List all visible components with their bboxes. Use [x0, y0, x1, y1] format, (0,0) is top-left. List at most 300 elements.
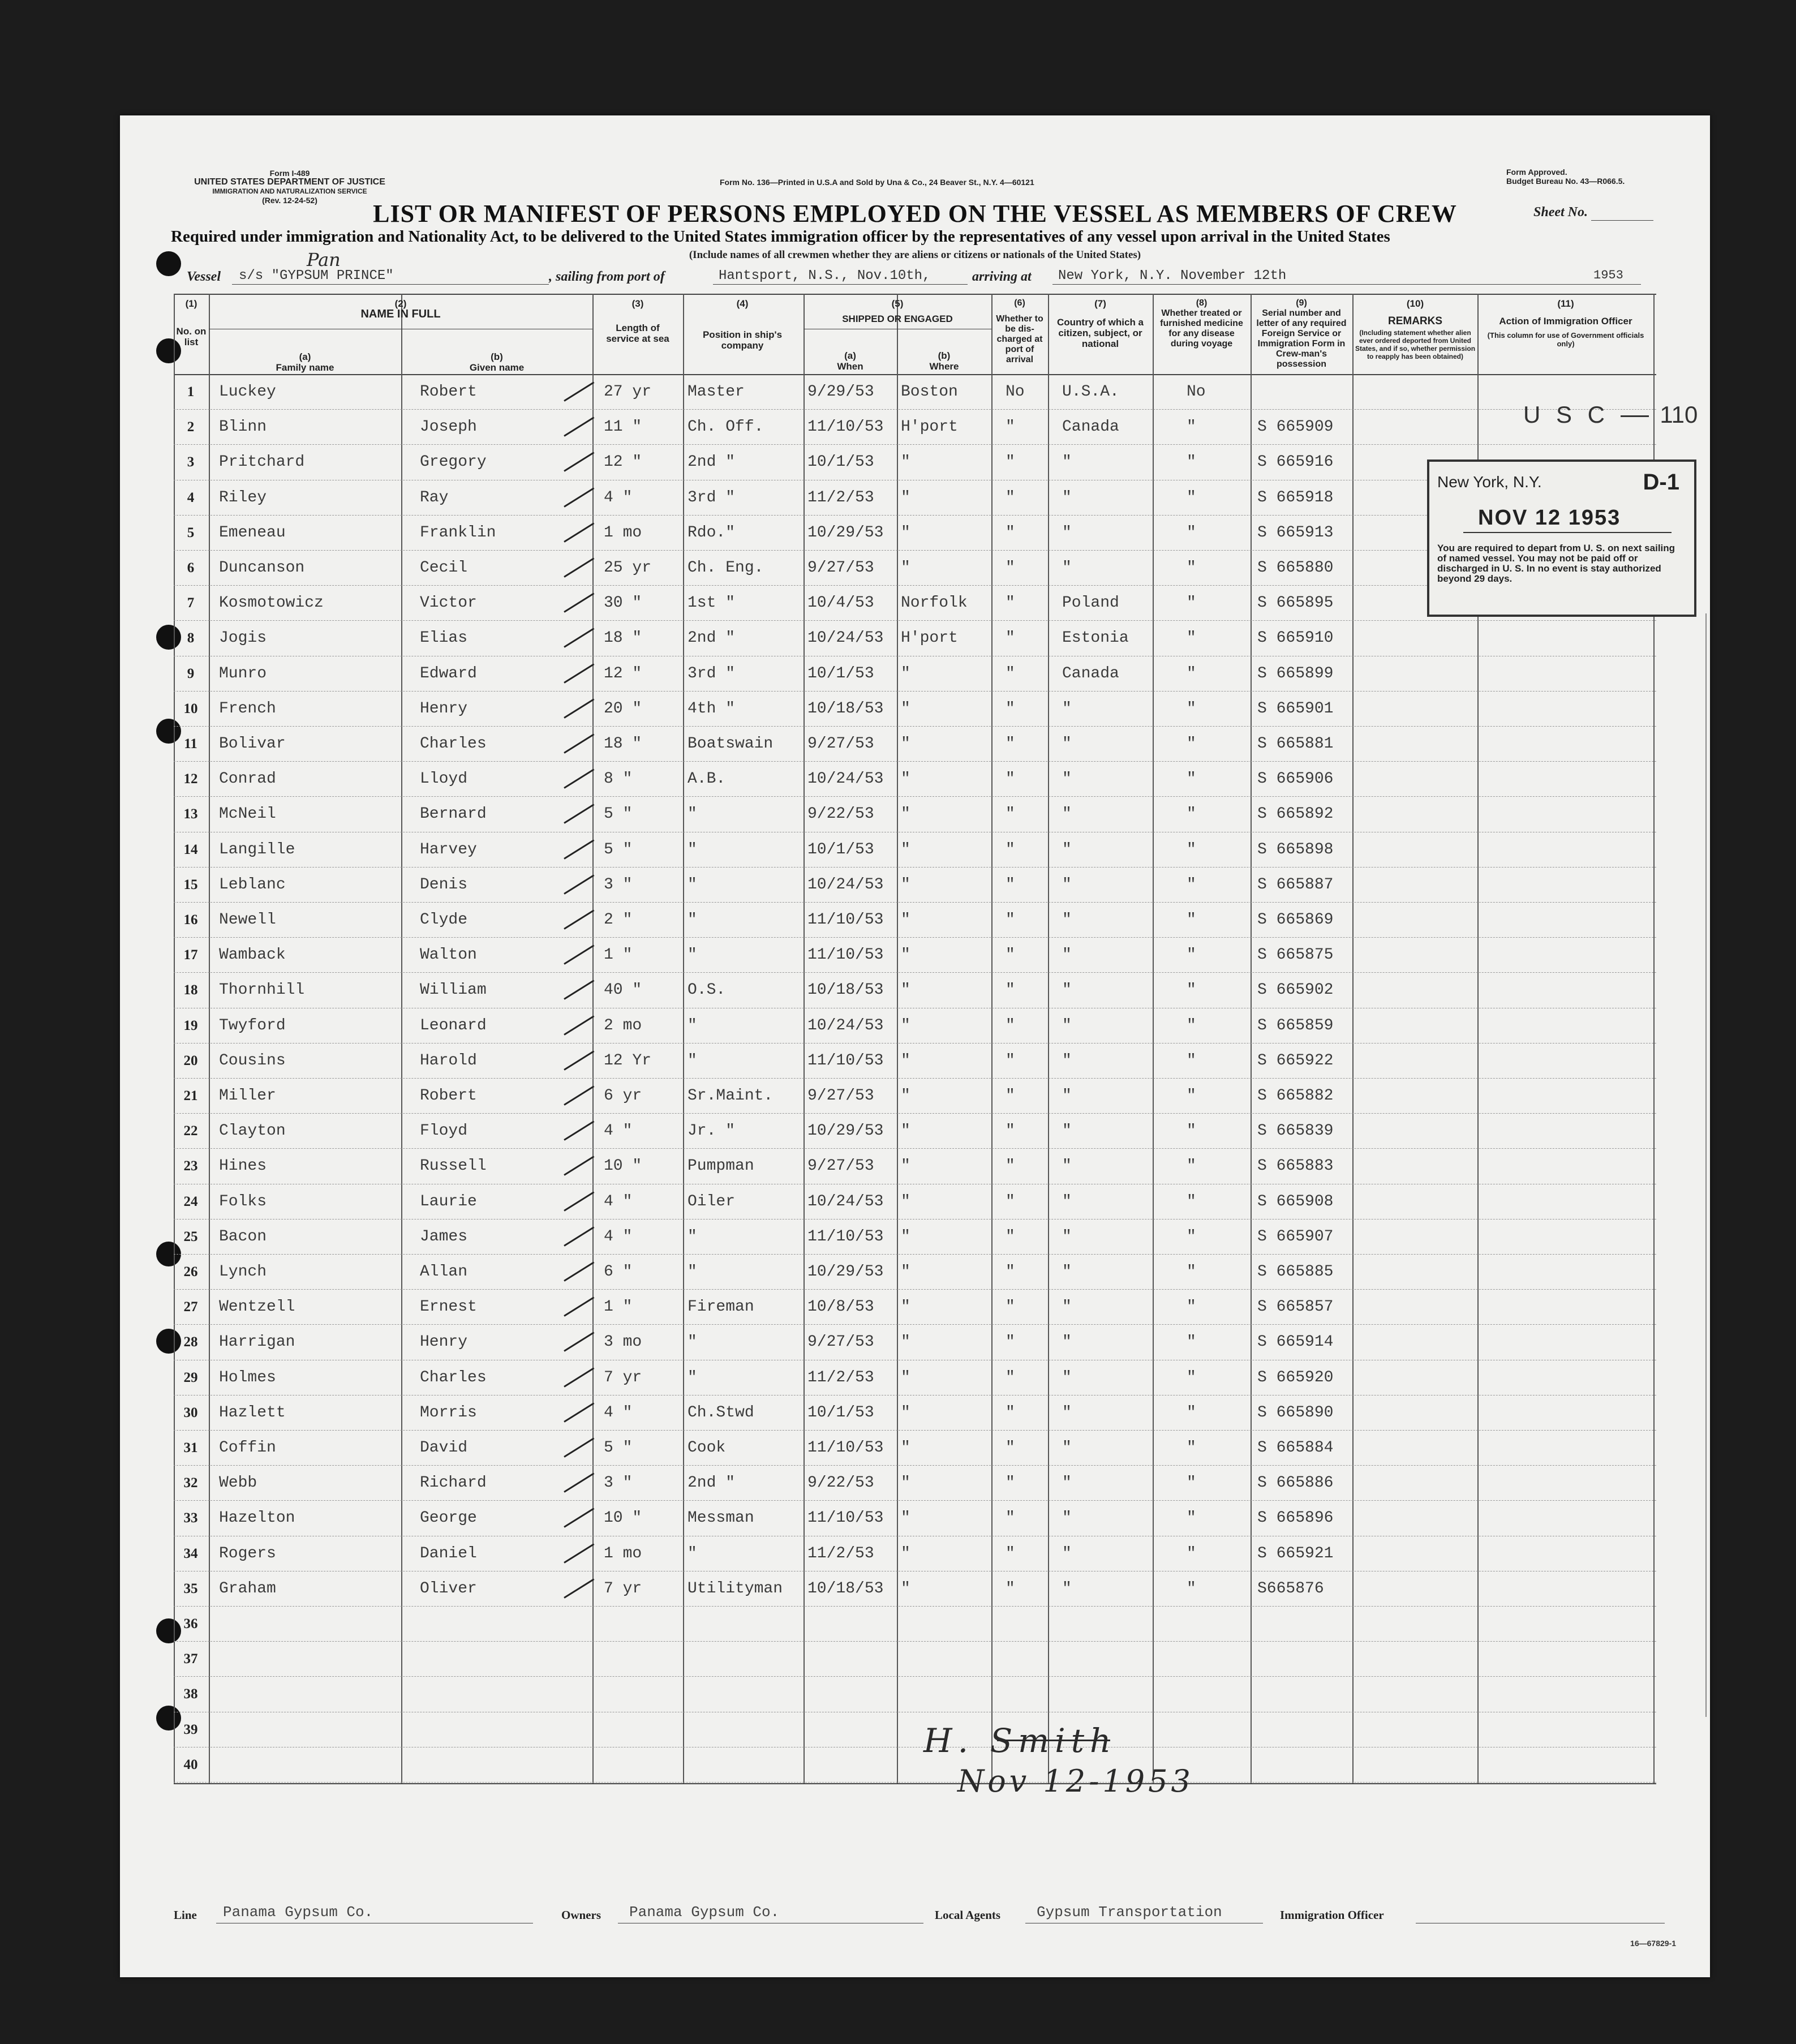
family-name-cell: Coffin	[219, 1439, 276, 1457]
row-number: 29	[183, 1369, 198, 1385]
position-cell: Utilityman	[688, 1579, 783, 1598]
immigration-stamp	[1427, 460, 1696, 617]
shipped-where-cell: H'port	[901, 418, 958, 436]
row-rule	[174, 1641, 1656, 1642]
treated-cell: "	[1187, 1263, 1196, 1281]
serial-number-cell: S 665907	[1257, 1227, 1334, 1246]
row-number: 6	[187, 560, 195, 576]
check-mark	[564, 663, 594, 683]
owners-label: Owners	[561, 1908, 601, 1922]
right-form-header	[1506, 168, 1625, 186]
service-length-cell: 4 "	[604, 1192, 633, 1210]
col-5-header	[804, 298, 991, 324]
discharged-cell: "	[1006, 453, 1015, 471]
given-name-cell: James	[420, 1227, 468, 1246]
country-cell: "	[1062, 1122, 1072, 1140]
page-title: LIST OR MANIFEST OF PERSONS EMPLOYED ON THE VESSEL AS MEMBERS OF CREW	[373, 200, 1457, 227]
row-number: 15	[183, 877, 198, 892]
position-cell: Oiler	[688, 1192, 736, 1210]
discharged-cell: "	[1006, 911, 1015, 929]
arriving-port[interactable]: New York, N.Y. November 12th	[1058, 268, 1287, 284]
service-length-cell: 1 "	[604, 1298, 633, 1316]
treated-cell: "	[1187, 559, 1196, 577]
shipped-when-cell: 11/10/53	[807, 418, 884, 436]
row-number: 9	[187, 665, 195, 681]
country-cell: Canada	[1062, 664, 1119, 682]
sailing-port[interactable]: Hantsport, N.S., Nov.10th,	[719, 268, 931, 284]
col-divider	[209, 294, 210, 1783]
col-5b-title: Where	[929, 361, 959, 372]
check-mark	[564, 980, 594, 1000]
check-mark	[564, 1437, 594, 1457]
service-length-cell: 1 mo	[604, 523, 642, 542]
row-number: 7	[187, 595, 195, 611]
country-cell: "	[1062, 1263, 1072, 1281]
shipped-when-cell: 10/18/53	[807, 981, 884, 999]
treated-cell: "	[1187, 1439, 1196, 1457]
shipped-where-cell: "	[901, 1474, 910, 1492]
position-cell: Master	[688, 383, 745, 401]
row-rule	[174, 1043, 1656, 1044]
serial-number-cell: S 665857	[1257, 1298, 1334, 1316]
row-rule	[174, 691, 1656, 692]
treated-cell: "	[1187, 1122, 1196, 1140]
service-length-cell: 3 mo	[604, 1333, 642, 1351]
position-cell: "	[688, 1544, 697, 1562]
service-length-cell: 2 mo	[604, 1016, 642, 1034]
given-name-cell: Richard	[420, 1474, 487, 1492]
shipped-where-cell: "	[901, 699, 910, 718]
discharged-cell: "	[1006, 594, 1015, 612]
position-cell: Messman	[688, 1509, 754, 1527]
given-name-cell: Ernest	[420, 1298, 477, 1316]
shipped-where-cell: "	[901, 664, 910, 682]
country-cell: U.S.A.	[1062, 383, 1119, 401]
shipped-where-cell: "	[901, 1403, 910, 1422]
family-name-cell: Bacon	[219, 1227, 267, 1246]
serial-number-cell: S 665906	[1257, 770, 1334, 788]
col-2-header	[209, 298, 592, 320]
serial-number-cell: S 665902	[1257, 981, 1334, 999]
service-length-cell: 4 "	[604, 1227, 633, 1246]
usc-dash	[1621, 415, 1649, 417]
col-3-title: Length of service at sea	[606, 323, 669, 344]
position-cell: Cook	[688, 1439, 726, 1457]
row-rule	[174, 409, 1656, 410]
col-2a-title: Family name	[276, 362, 334, 373]
position-cell: "	[688, 1016, 697, 1034]
row-rule	[174, 867, 1656, 868]
country-cell: Estonia	[1062, 629, 1129, 647]
country-cell: "	[1062, 1087, 1072, 1105]
treated-cell: "	[1187, 1298, 1196, 1316]
position-cell: 2nd "	[688, 1474, 736, 1492]
position-cell: 1st "	[688, 594, 736, 612]
col-divider	[592, 294, 594, 1783]
shipped-when-cell: 11/2/53	[807, 1544, 874, 1562]
row-number: 8	[187, 630, 195, 646]
treated-cell: "	[1187, 1087, 1196, 1105]
given-name-cell: Gregory	[420, 453, 487, 471]
country-cell: "	[1062, 1298, 1072, 1316]
shipped-where-cell: "	[901, 1263, 910, 1281]
stamp-date-underline	[1463, 532, 1672, 533]
row-number: 40	[183, 1757, 198, 1772]
discharged-cell: "	[1006, 1439, 1015, 1457]
family-name-cell: Clayton	[219, 1122, 286, 1140]
manifest-page	[120, 115, 1710, 1977]
shipped-when-cell: 9/27/53	[807, 735, 874, 753]
service-length-cell: 6 "	[604, 1263, 633, 1281]
service-length-cell: 8 "	[604, 770, 633, 788]
shipped-when-cell: 11/10/53	[807, 1509, 884, 1527]
arriving-label: arriving at	[972, 269, 1032, 284]
form-subtitle: Required under immigration and Nationality Act, to be delivered to the United States immigration officer by the representatives of any vessel upon arrival in the United States	[171, 227, 1390, 246]
sailing-underline	[713, 284, 968, 285]
service-length-cell: 11 "	[604, 418, 642, 436]
row-rule	[174, 972, 1656, 973]
row-rule	[174, 1254, 1656, 1255]
position-cell: "	[688, 875, 697, 894]
check-mark	[564, 1367, 594, 1387]
family-name-cell: Hazlett	[219, 1403, 286, 1422]
given-name-cell: Morris	[420, 1403, 477, 1422]
treated-cell: "	[1187, 1544, 1196, 1562]
vessel-name[interactable]: s/s "GYPSUM PRINCE"	[239, 268, 394, 284]
col-5a-header	[804, 350, 897, 372]
row-number: 20	[183, 1053, 198, 1068]
position-cell: "	[688, 1368, 697, 1386]
col-divider	[804, 294, 805, 1783]
row-rule	[174, 1676, 1656, 1677]
vessel-label: Vessel	[187, 269, 221, 284]
family-name-cell: Leblanc	[219, 875, 286, 894]
col-10-number: (10)	[1406, 298, 1424, 309]
col-1-number: (1)	[185, 298, 197, 309]
shipped-when-cell: 11/10/53	[807, 1439, 884, 1457]
discharged-cell: "	[1006, 1474, 1015, 1492]
family-name-cell: Thornhill	[219, 981, 305, 999]
row-rule	[174, 1148, 1656, 1149]
given-name-cell: Franklin	[420, 523, 496, 542]
given-name-cell: Leonard	[420, 1016, 487, 1034]
service-length-cell: 7 yr	[604, 1579, 642, 1598]
treated-cell: "	[1187, 875, 1196, 894]
check-mark	[564, 452, 594, 472]
check-mark	[564, 1508, 594, 1528]
treated-cell: "	[1187, 1579, 1196, 1598]
col-11-header	[1479, 298, 1653, 348]
service-length-cell: 1 mo	[604, 1544, 642, 1562]
line-value[interactable]: Panama Gypsum Co.	[223, 1904, 373, 1921]
row-rule	[174, 1289, 1656, 1290]
country-cell: "	[1062, 911, 1072, 929]
row-rule	[174, 1465, 1656, 1466]
discharged-cell: "	[1006, 770, 1015, 788]
shipped-where-cell: "	[901, 1122, 910, 1140]
treated-cell: "	[1187, 1227, 1196, 1246]
shipped-when-cell: 9/27/53	[807, 1157, 874, 1175]
row-number: 26	[183, 1264, 198, 1279]
shipped-when-cell: 10/1/53	[807, 1403, 874, 1422]
shipped-where-cell: "	[901, 1544, 910, 1562]
serial-number-cell: S 665892	[1257, 805, 1334, 823]
shipped-when-cell: 10/18/53	[807, 1579, 884, 1598]
stamp-city: New York, N.Y.	[1437, 473, 1542, 491]
col-10-title: REMARKS	[1387, 315, 1443, 327]
budget-bureau: Budget Bureau No. 43—R066.5.	[1506, 177, 1625, 186]
officer-signature: H. Smith	[923, 1721, 1117, 1760]
discharged-cell: "	[1006, 1016, 1015, 1034]
family-name-cell: Hines	[219, 1157, 267, 1175]
serial-number-cell: S 665908	[1257, 1192, 1334, 1210]
shipped-when-cell: 10/29/53	[807, 1263, 884, 1281]
country-cell: "	[1062, 1227, 1072, 1246]
col-4-title: Position in ship's company	[702, 329, 783, 351]
check-mark	[564, 1191, 594, 1211]
discharged-cell: "	[1006, 840, 1015, 858]
col-divider	[1352, 294, 1354, 1783]
shipped-where-cell: "	[901, 523, 910, 542]
col-2b-number: (b)	[491, 351, 503, 362]
position-cell: "	[688, 1333, 697, 1351]
position-cell: "	[688, 911, 697, 929]
check-mark	[564, 945, 594, 965]
family-name-cell: Riley	[219, 488, 267, 506]
col-10-note: (Including statement whether alien ever ordered deported from United States, and if so, whether permission to reapply has been obtained)	[1355, 329, 1476, 360]
position-cell: 4th "	[688, 699, 736, 718]
check-mark	[564, 769, 594, 789]
shipped-where-cell: "	[901, 735, 910, 753]
agents-value[interactable]: Gypsum Transportation	[1037, 1904, 1222, 1921]
country-cell: "	[1062, 453, 1072, 471]
col-7-title: Country of which a citizen, subject, or national	[1057, 317, 1144, 349]
check-mark	[564, 487, 594, 507]
treated-cell: "	[1187, 523, 1196, 542]
col-4-header	[686, 298, 799, 351]
row-rule	[174, 1430, 1656, 1431]
treated-cell: "	[1187, 1368, 1196, 1386]
family-name-cell: Newell	[219, 911, 276, 929]
row-number: 22	[183, 1123, 198, 1139]
family-name-cell: Jogis	[219, 629, 267, 647]
given-name-cell: Lloyd	[420, 770, 468, 788]
family-name-cell: Munro	[219, 664, 267, 682]
signature-strike	[997, 1740, 1110, 1741]
discharged-cell: "	[1006, 805, 1015, 823]
check-mark	[564, 1332, 594, 1352]
position-cell: Pumpman	[688, 1157, 754, 1175]
treated-cell: "	[1187, 1403, 1196, 1422]
family-name-cell: Blinn	[219, 418, 267, 436]
check-mark	[564, 839, 594, 859]
discharged-cell: "	[1006, 1544, 1015, 1562]
check-mark	[564, 1543, 594, 1563]
treated-cell: "	[1187, 488, 1196, 506]
check-mark	[564, 417, 594, 437]
col-4-number: (4)	[736, 298, 749, 309]
row-number: 18	[183, 982, 198, 998]
col-11-number: (11)	[1557, 298, 1574, 309]
position-cell: "	[688, 840, 697, 858]
family-name-cell: Twyford	[219, 1016, 286, 1034]
position-cell: Ch.Stwd	[688, 1403, 754, 1422]
arriving-underline	[1052, 284, 1641, 285]
position-cell: "	[688, 946, 697, 964]
country-cell: "	[1062, 699, 1072, 718]
stamp-date: NOV 12 1953	[1478, 506, 1621, 530]
col-2a-header	[209, 351, 401, 373]
country-cell: "	[1062, 770, 1072, 788]
given-name-cell: Oliver	[420, 1579, 477, 1598]
country-cell: "	[1062, 1509, 1072, 1527]
serial-number-cell: S665876	[1257, 1579, 1324, 1598]
given-name-cell: Henry	[420, 1333, 468, 1351]
position-cell: 3rd "	[688, 488, 736, 506]
row-number: 37	[183, 1651, 198, 1667]
family-name-cell: Luckey	[219, 383, 276, 401]
check-mark	[564, 1473, 594, 1493]
treated-cell: "	[1187, 664, 1196, 682]
discharged-cell: "	[1006, 1298, 1015, 1316]
agents-label: Local Agents	[935, 1908, 1001, 1922]
shipped-where-cell: H'port	[901, 629, 958, 647]
arrival-year[interactable]: 1953	[1593, 268, 1623, 282]
shipped-when-cell: 10/24/53	[807, 875, 884, 894]
col-11-note: (This column for use of Government officials only)	[1487, 331, 1644, 348]
position-cell: "	[688, 1051, 697, 1070]
shipped-when-cell: 10/24/53	[807, 1016, 884, 1034]
serial-number-cell: S 665869	[1257, 911, 1334, 929]
service-length-cell: 6 yr	[604, 1087, 642, 1105]
check-mark	[564, 557, 594, 577]
check-mark	[564, 1402, 594, 1422]
check-mark	[564, 1085, 594, 1105]
serial-number-cell: S 665890	[1257, 1403, 1334, 1422]
col-2b-title: Given name	[469, 362, 525, 373]
sheet-number-field[interactable]	[1591, 205, 1653, 221]
discharged-cell: "	[1006, 1157, 1015, 1175]
family-name-cell: Bolivar	[219, 735, 286, 753]
col-2a-number: (a)	[299, 351, 311, 362]
family-name-cell: Webb	[219, 1474, 257, 1492]
col-2-number: (2)	[394, 298, 407, 309]
col-5-title: SHIPPED OR ENGAGED	[842, 314, 953, 324]
treated-cell: "	[1187, 981, 1196, 999]
position-cell: Boatswain	[688, 735, 774, 753]
row-rule	[174, 796, 1656, 797]
service-length-cell: 40 "	[604, 981, 642, 999]
row-number: 39	[183, 1721, 198, 1737]
department-name: UNITED STATES DEPARTMENT OF JUSTICE	[194, 177, 385, 187]
service-length-cell: 4 "	[604, 1122, 633, 1140]
given-name-cell: Harvey	[420, 840, 477, 858]
col-divider	[683, 294, 684, 1783]
shipped-when-cell: 11/10/53	[807, 911, 884, 929]
country-cell: "	[1062, 875, 1072, 894]
col-divider	[401, 294, 402, 1783]
service-length-cell: 1 "	[604, 946, 633, 964]
shipped-where-cell: "	[901, 1333, 910, 1351]
col-8-title: Whether treated or furnished medicine for any disease during voyage	[1160, 308, 1243, 349]
given-name-cell: Robert	[420, 1087, 477, 1105]
country-cell: "	[1062, 1439, 1072, 1457]
treated-cell: "	[1187, 840, 1196, 858]
check-mark	[564, 1578, 594, 1598]
discharged-cell: "	[1006, 1227, 1015, 1246]
country-cell: "	[1062, 488, 1072, 506]
shipped-when-cell: 11/2/53	[807, 488, 874, 506]
shipped-when-cell: 10/8/53	[807, 1298, 874, 1316]
family-name-cell: French	[219, 699, 276, 718]
owners-value[interactable]: Panama Gypsum Co.	[629, 1904, 780, 1921]
country-cell: Poland	[1062, 594, 1119, 612]
service-length-cell: 27 yr	[604, 383, 652, 401]
given-name-cell: Harold	[420, 1051, 477, 1070]
col-divider	[897, 294, 898, 1783]
shipped-when-cell: 9/29/53	[807, 383, 874, 401]
service-length-cell: 10 "	[604, 1509, 642, 1527]
usc-annotation	[1523, 401, 1698, 428]
given-name-cell: Allan	[420, 1263, 468, 1281]
col-5b-header	[897, 350, 991, 372]
check-mark	[564, 698, 594, 718]
check-mark	[564, 1297, 594, 1317]
family-name-cell: Pritchard	[219, 453, 305, 471]
col-9-number: (9)	[1296, 298, 1307, 308]
position-cell: "	[688, 1227, 697, 1246]
col-11-title: Action of Immigration Officer	[1499, 316, 1632, 327]
position-cell: 3rd "	[688, 664, 736, 682]
treated-cell: "	[1187, 946, 1196, 964]
serial-number-cell: S 665883	[1257, 1157, 1334, 1175]
shipped-when-cell: 10/24/53	[807, 770, 884, 788]
shipped-when-cell: 9/27/53	[807, 1333, 874, 1351]
discharged-cell: "	[1006, 664, 1015, 682]
discharged-cell: "	[1006, 1403, 1015, 1422]
treated-cell: "	[1187, 911, 1196, 929]
given-name-cell: Bernard	[420, 805, 487, 823]
serial-number-cell: S 665899	[1257, 664, 1334, 682]
row-number: 25	[183, 1229, 198, 1244]
discharged-cell: "	[1006, 559, 1015, 577]
row-rule	[174, 902, 1656, 903]
row-number: 34	[183, 1545, 198, 1561]
shipped-where-cell: "	[901, 1016, 910, 1034]
row-number: 4	[187, 489, 195, 505]
row-number: 14	[183, 841, 198, 857]
vessel-annotation: Pan	[307, 249, 341, 270]
given-name-cell: Elias	[420, 629, 468, 647]
service-length-cell: 18 "	[604, 735, 642, 753]
family-name-cell: Miller	[219, 1087, 276, 1105]
discharged-cell: "	[1006, 1122, 1015, 1140]
shipped-where-cell: "	[901, 1509, 910, 1527]
check-mark	[564, 733, 594, 753]
serial-number-cell: S 665895	[1257, 594, 1334, 612]
row-number: 24	[183, 1193, 198, 1209]
row-number: 38	[183, 1686, 198, 1702]
discharged-cell: "	[1006, 1333, 1015, 1351]
row-number: 28	[183, 1334, 198, 1350]
discharged-cell: "	[1006, 418, 1015, 436]
row-rule	[174, 1500, 1656, 1501]
shipped-when-cell: 10/24/53	[807, 629, 884, 647]
country-cell: "	[1062, 559, 1072, 577]
given-name-cell: David	[420, 1439, 468, 1457]
sheet-number-label	[1533, 205, 1653, 221]
given-name-cell: Charles	[420, 735, 487, 753]
